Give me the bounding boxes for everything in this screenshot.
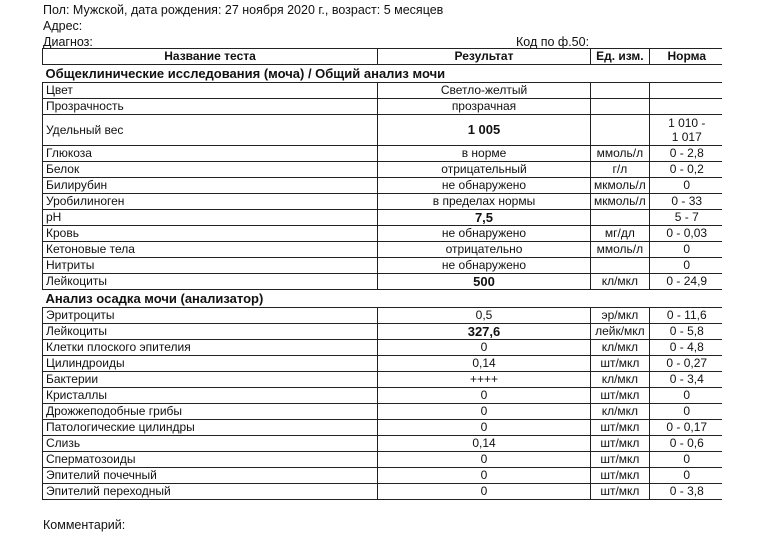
test-name-cell: Эпителий переходный (43, 484, 378, 500)
norm-cell: 0 - 0,27 (649, 356, 724, 372)
unit-cell (591, 99, 650, 115)
norm-cell: 0 - 0,2 (649, 162, 724, 178)
diagnosis-label: Диагноз: (43, 35, 93, 49)
norm-cell: 0 - 0,6 (649, 436, 724, 452)
unit-cell: лейк/мкл (591, 324, 650, 340)
table-row (43, 340, 725, 356)
norm-cell: 0 (649, 178, 724, 194)
test-name-cell: Клетки плоского эпителия (43, 340, 378, 356)
result-cell: в пределах нормы (378, 194, 591, 210)
section-title-row (43, 65, 725, 83)
test-name-cell: Цилиндроиды (43, 356, 378, 372)
section-title: Общеклинические исследования (моча) / Общий анализ мочи (43, 65, 725, 83)
unit-cell: шт/мкл (591, 484, 650, 500)
result-cell: 0 (378, 484, 591, 500)
unit-cell: шт/мкл (591, 356, 650, 372)
unit-cell: г/л (591, 162, 650, 178)
norm-cell: 5 - 7 (649, 210, 724, 226)
table-row (43, 484, 725, 500)
table-row (43, 468, 725, 484)
norm-cell: 0 (649, 388, 724, 404)
section-title: Анализ осадка мочи (анализатор) (43, 290, 725, 308)
test-name-cell: Эпителий почечный (43, 468, 378, 484)
table-row (43, 356, 725, 372)
table-row (43, 115, 725, 146)
result-cell: отрицательный (378, 162, 591, 178)
test-name-cell: Цвет (43, 83, 378, 99)
result-cell: 0 (378, 388, 591, 404)
table-row (43, 226, 725, 242)
result-cell: Светло-желтый (378, 83, 591, 99)
test-name-cell: Нитриты (43, 258, 378, 274)
test-name-cell: Лейкоциты (43, 324, 378, 340)
table-row (43, 242, 725, 258)
result-cell: 0 (378, 452, 591, 468)
unit-cell (591, 258, 650, 274)
unit-cell: шт/мкл (591, 436, 650, 452)
test-name-cell: Сперматозоиды (43, 452, 378, 468)
column-header-unit: Ед. изм. (591, 49, 650, 65)
table-row (43, 308, 725, 324)
address-label: Адрес: (43, 19, 83, 33)
table-row (43, 99, 725, 115)
test-name-cell: Кристаллы (43, 388, 378, 404)
table-row (43, 146, 725, 162)
test-name-cell: Билирубин (43, 178, 378, 194)
norm-cell: 0 (649, 468, 724, 484)
unit-cell (591, 83, 650, 99)
column-header-norm: Норма (649, 49, 724, 65)
norm-cell: 0 - 5,8 (649, 324, 724, 340)
norm-cell: 0 (649, 452, 724, 468)
test-name-cell: Уробилиноген (43, 194, 378, 210)
test-name-cell: Глюкоза (43, 146, 378, 162)
table-row (43, 372, 725, 388)
form-code-label: Код по ф.50: (516, 35, 590, 49)
test-name-cell: Удельный вес (43, 115, 378, 146)
table-row (43, 162, 725, 178)
test-name-cell: Патологические цилиндры (43, 420, 378, 436)
unit-cell: кл/мкл (591, 372, 650, 388)
norm-cell: 0 - 11,6 (649, 308, 724, 324)
norm-cell (649, 83, 724, 99)
test-name-cell: Слизь (43, 436, 378, 452)
norm-line-1: 1 010 - (668, 116, 706, 130)
norm-cell: 0 - 3,8 (649, 484, 724, 500)
page-right-margin (722, 0, 763, 560)
unit-cell: эр/мкл (591, 308, 650, 324)
test-name-cell: Лейкоциты (43, 274, 378, 290)
unit-cell: мг/дл (591, 226, 650, 242)
result-cell: 0,14 (378, 356, 591, 372)
norm-cell: 0 - 33 (649, 194, 724, 210)
table-row (43, 178, 725, 194)
result-cell: 0 (378, 468, 591, 484)
table-row (43, 194, 725, 210)
result-cell: 0,5 (378, 308, 591, 324)
table-row (43, 258, 725, 274)
table-row (43, 274, 725, 290)
test-name-cell: Бактерии (43, 372, 378, 388)
test-name-cell: pH (43, 210, 378, 226)
norm-cell: 0 - 2,8 (649, 146, 724, 162)
test-name-cell: Прозрачность (43, 99, 378, 115)
result-cell: 0 (378, 420, 591, 436)
unit-cell: шт/мкл (591, 452, 650, 468)
section-title-row (43, 290, 725, 308)
result-cell: 0 (378, 340, 591, 356)
results-body (43, 65, 725, 500)
unit-cell: шт/мкл (591, 388, 650, 404)
unit-cell: кл/мкл (591, 340, 650, 356)
unit-cell (591, 115, 650, 146)
norm-cell (649, 99, 724, 115)
norm-cell: 0 - 4,8 (649, 340, 724, 356)
norm-cell: 0 (649, 242, 724, 258)
norm-cell: 0 - 3,4 (649, 372, 724, 388)
norm-cell: 0 (649, 404, 724, 420)
comment-label: Комментарий: (43, 518, 126, 532)
result-cell: отрицательно (378, 242, 591, 258)
test-name-cell: Эритроциты (43, 308, 378, 324)
patient-info-line: Пол: Мужской, дата рождения: 27 ноября 2020 г., возраст: 5 месяцев (43, 3, 444, 17)
test-name-cell: Дрожжеподобные грибы (43, 404, 378, 420)
result-cell: в норме (378, 146, 591, 162)
column-header-result: Результат (378, 49, 591, 65)
norm-cell: 0 - 24,9 (649, 274, 724, 290)
table-row (43, 324, 725, 340)
unit-cell: кл/мкл (591, 404, 650, 420)
unit-cell: ммоль/л (591, 146, 650, 162)
result-cell: не обнаружено (378, 178, 591, 194)
table-row (43, 436, 725, 452)
norm-line-2: 1 017 (671, 130, 702, 144)
norm-cell: 0 (649, 258, 724, 274)
result-cell: не обнаружено (378, 258, 591, 274)
results-table (42, 48, 725, 500)
result-cell: ++++ (378, 372, 591, 388)
unit-cell: кл/мкл (591, 274, 650, 290)
table-row (43, 210, 725, 226)
result-cell: 327,6 (378, 324, 591, 340)
table-row (43, 452, 725, 468)
unit-cell: ммоль/л (591, 242, 650, 258)
table-row (43, 388, 725, 404)
unit-cell (591, 210, 650, 226)
result-cell: 0,14 (378, 436, 591, 452)
result-cell: 1 005 (378, 115, 591, 146)
table-header-row (43, 49, 725, 65)
test-name-cell: Кетоновые тела (43, 242, 378, 258)
test-name-cell: Белок (43, 162, 378, 178)
norm-cell: 0 - 0,03 (649, 226, 724, 242)
unit-cell: шт/мкл (591, 468, 650, 484)
result-cell: не обнаружено (378, 226, 591, 242)
unit-cell: мкмоль/л (591, 178, 650, 194)
result-cell: прозрачная (378, 99, 591, 115)
test-name-cell: Кровь (43, 226, 378, 242)
result-cell: 0 (378, 404, 591, 420)
unit-cell: мкмоль/л (591, 194, 650, 210)
table-row (43, 420, 725, 436)
norm-cell (649, 115, 724, 146)
table-row (43, 83, 725, 99)
result-cell: 7,5 (378, 210, 591, 226)
column-header-test: Название теста (43, 49, 378, 65)
result-cell: 500 (378, 274, 591, 290)
table-row (43, 404, 725, 420)
unit-cell: шт/мкл (591, 420, 650, 436)
norm-cell: 0 - 0,17 (649, 420, 724, 436)
